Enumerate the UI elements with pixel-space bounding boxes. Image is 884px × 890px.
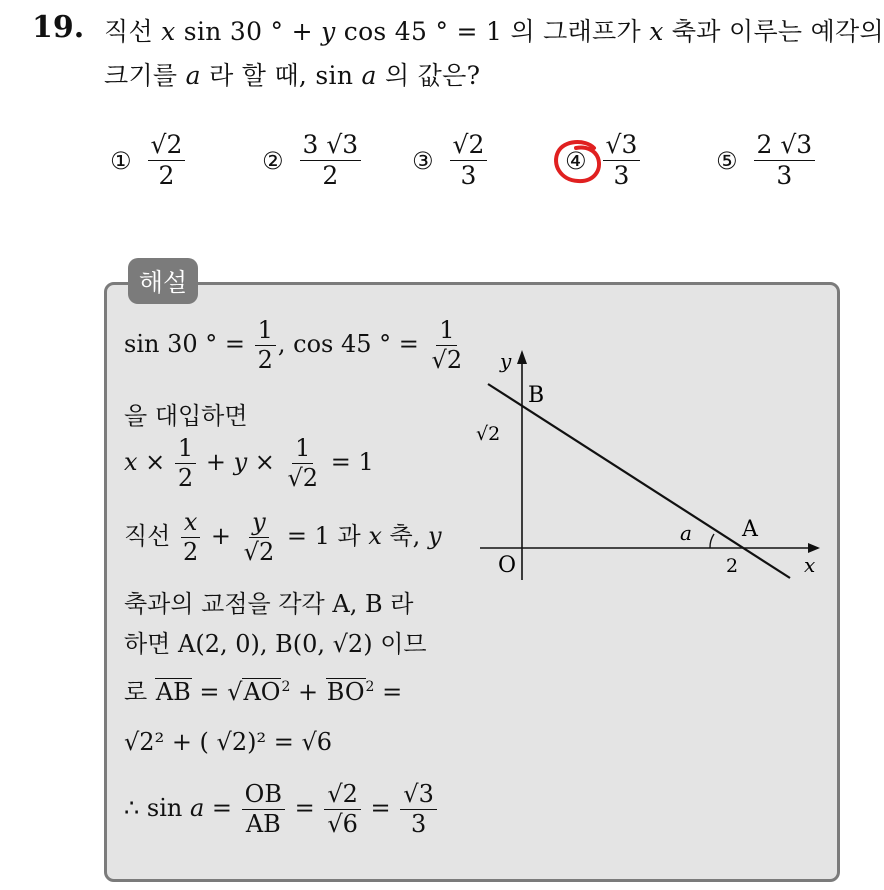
y-intercept-label: √2 <box>476 423 501 445</box>
solution-line-2: 을 대입하면 <box>124 402 248 430</box>
point-a-label: A <box>742 517 758 542</box>
x-axis-arrow <box>808 543 820 553</box>
point-b-label: B <box>528 383 545 408</box>
line-graph <box>470 340 830 590</box>
solution-line-1: sin 30 ° = $\frac{1}{2}$ , cos 45 ° = $\frac{1}{√2}$ <box>124 316 463 375</box>
option-1[interactable]: ① $\frac{√2}{2}$ <box>110 132 187 190</box>
solution-line-5: 축과의 교점을 각각 A, B 라 <box>124 590 414 618</box>
solution-line-7: 로 AB = $√AO^2 + BO^2$ = <box>124 678 403 706</box>
solution-line-4: 직선 $\frac{x}{2}$ + $\frac{y}{√2}$ = 1 과 x 축, y <box>124 508 442 567</box>
x-intercept-label: 2 <box>726 555 739 577</box>
angle-label: a <box>680 521 692 545</box>
angle-arc <box>710 534 714 548</box>
solution-line-9: ∴ sin a = $\frac{OB}{AB}$ = $\frac{√2}{√6}$ = $\frac{√3}{3}$ <box>124 782 439 837</box>
option-5[interactable]: ⑤ $\frac{2 √3}{3}$ <box>716 132 817 190</box>
question-number: 19. <box>32 10 85 45</box>
y-axis-arrow <box>517 350 527 364</box>
question-line-2: 크기를 a 라 할 때, sin a 의 값은? <box>104 61 481 90</box>
option-mark: ⑤ <box>716 146 738 175</box>
option-2[interactable]: ② $\frac{3 √3}{2}$ <box>262 132 363 190</box>
y-axis-label: y <box>500 349 512 373</box>
solution-line-8: √2² + ( √2)² = √6 <box>124 728 333 756</box>
option-mark: ① <box>110 146 132 175</box>
solution-line-3: x × $\frac{1}{2}$ + y × $\frac{1}{√2}$ = 1 <box>124 434 374 493</box>
question-line-1: 직선 x sin 30 ° + y cos 45 ° = 1 의 그래프가 x 축과 이루는 예각의 <box>104 17 884 46</box>
answer-selection-circle <box>550 136 610 188</box>
x-axis-label: x <box>804 553 816 577</box>
option-mark: ④ <box>565 146 587 175</box>
option-4[interactable]: ④ $\frac{√3}{3}$ <box>565 132 642 190</box>
graph-line <box>488 384 790 578</box>
option-3[interactable]: ③ $\frac{√2}{3}$ <box>412 132 489 190</box>
solution-line-6: 하면 A(2, 0), B(0, √2) 이므 <box>124 630 427 658</box>
option-mark: ③ <box>412 146 434 175</box>
origin-label: O <box>498 553 517 578</box>
option-mark: ② <box>262 146 284 175</box>
solution-label: 해설 <box>128 258 198 304</box>
